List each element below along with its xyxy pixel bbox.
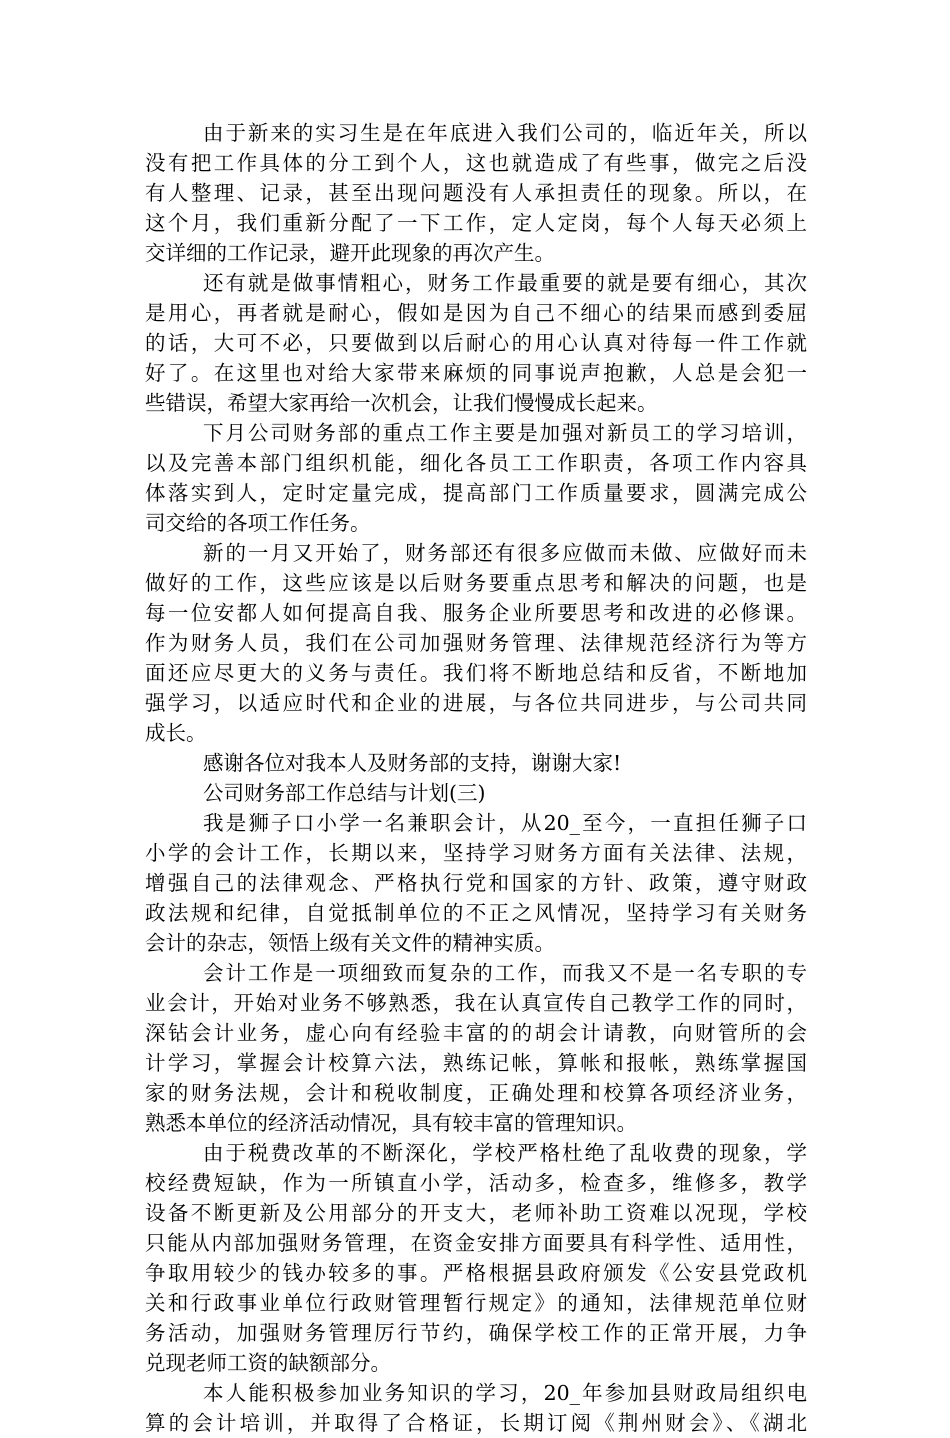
text-line: 政法规和纪律，自觉抵制单位的不正之风情况，坚持学习有关财务	[145, 901, 807, 925]
text-line: 没有把工作具体的分工到个人，这也就造成了有些事，做完之后没	[145, 151, 807, 175]
text-line: 新的一月又开始了，财务部还有很多应做而未做、应做好而未	[203, 541, 807, 565]
text-line: 体落实到人，定时定量完成，提高部门工作质量要求，圆满完成公	[145, 481, 807, 505]
text-line: 家的财务法规，会计和税收制度，正确处理和校算各项经济业务，	[145, 1081, 807, 1105]
text-line: 深钻会计业务，虚心向有经验丰富的的胡会计请教，向财管所的会	[145, 1021, 807, 1045]
text-line: 作为财务人员，我们在公司加强财务管理、法律规范经济行为等方	[145, 631, 807, 655]
text-line: 熟悉本单位的经济活动情况，具有较丰富的管理知识。	[145, 1111, 637, 1135]
text-line: 还有就是做事情粗心，财务工作最重要的就是要有细心，其次	[203, 271, 807, 295]
text-line: 些错误，希望大家再给一次机会，让我们慢慢成长起来。	[145, 391, 658, 415]
text-line: 强学习，以适应时代和企业的进展，与各位共同进步，与公司共同	[145, 691, 807, 715]
text-line: 司交给的各项工作任务。	[145, 511, 371, 535]
text-line: 公司财务部工作总结与计划(三)	[203, 781, 486, 805]
text-line: 业会计，开始对业务不够熟悉，我在认真宣传自己教学工作的同时，	[145, 991, 807, 1015]
text-line: 算的会计培训，并取得了合格证，长期订阅《荆州财会》、《湖北	[145, 1411, 807, 1435]
text-line: 感谢各位对我本人及财务部的支持，谢谢大家!	[203, 751, 622, 775]
text-line: 务活动，加强财务管理厉行节约，确保学校工作的正常开展，力争	[145, 1321, 807, 1345]
text-line: 好了。在这里也对给大家带来麻烦的同事说声抱歉，人总是会犯一	[145, 361, 807, 385]
text-line: 由于新来的实习生是在年底进入我们公司的，临近年关，所以	[203, 121, 807, 145]
text-line: 以及完善本部门组织机能，细化各员工工作职责，各项工作内容具	[145, 451, 807, 475]
text-line: 校经费短缺，作为一所镇直小学，活动多，检查多，维修多，教学	[145, 1171, 807, 1195]
text-line: 本人能积极参加业务知识的学习，20_年参加县财政局组织电	[203, 1381, 807, 1405]
text-line: 会计工作是一项细致而复杂的工作，而我又不是一名专职的专	[203, 961, 807, 985]
text-line: 会计的杂志，领悟上级有关文件的精神实质。	[145, 931, 555, 955]
text-line: 面还应尽更大的义务与责任。我们将不断地总结和反省，不断地加	[145, 661, 807, 685]
text-line: 成长。	[145, 721, 207, 745]
text-line: 这个月，我们重新分配了一下工作，定人定岗，每个人每天必须上	[145, 211, 807, 235]
document-page	[145, 118, 807, 1438]
text-line: 的话，大可不必，只要做到以后耐心的用心认真对待每一件工作就	[145, 331, 807, 355]
text-line: 下月公司财务部的重点工作主要是加强对新员工的学习培训，	[203, 421, 807, 445]
text-line: 小学的会计工作，长期以来，坚持学习财务方面有关法律、法规，	[145, 841, 807, 865]
text-line: 争取用较少的钱办较多的事。严格根据县政府颁发《公安县党政机	[145, 1261, 807, 1285]
text-line: 由于税费改革的不断深化，学校严格杜绝了乱收费的现象，学	[203, 1141, 807, 1165]
text-line: 关和行政事业单位行政财管理暂行规定》的通知，法律规范单位财	[145, 1291, 807, 1315]
text-line: 我是狮子口小学一名兼职会计，从20_至今，一直担任狮子口	[203, 811, 807, 835]
text-line: 只能从内部加强财务管理，在资金安排方面要具有科学性、适用性，	[145, 1231, 807, 1255]
text-line: 兑现老师工资的缺额部分。	[145, 1351, 391, 1375]
text-line: 增强自己的法律观念、严格执行党和国家的方针、政策，遵守财政	[145, 871, 807, 895]
text-line: 做好的工作，这些应该是以后财务要重点思考和解决的问题，也是	[145, 571, 807, 595]
text-line: 交详细的工作记录，避开此现象的再次产生。	[145, 241, 555, 265]
text-line: 每一位安都人如何提高自我、服务企业所要思考和改进的必修课。	[145, 601, 807, 625]
text-line: 设备不断更新及公用部分的开支大，老师补助工资难以况现，学校	[145, 1201, 807, 1225]
text-line: 计学习，掌握会计校算六法，熟练记帐，算帐和报帐，熟练掌握国	[145, 1051, 807, 1075]
text-line: 有人整理、记录，甚至出现问题没有人承担责任的现象。所以，在	[145, 181, 807, 205]
text-line: 是用心，再者就是耐心，假如是因为自己不细心的结果而感到委屈	[145, 301, 807, 325]
